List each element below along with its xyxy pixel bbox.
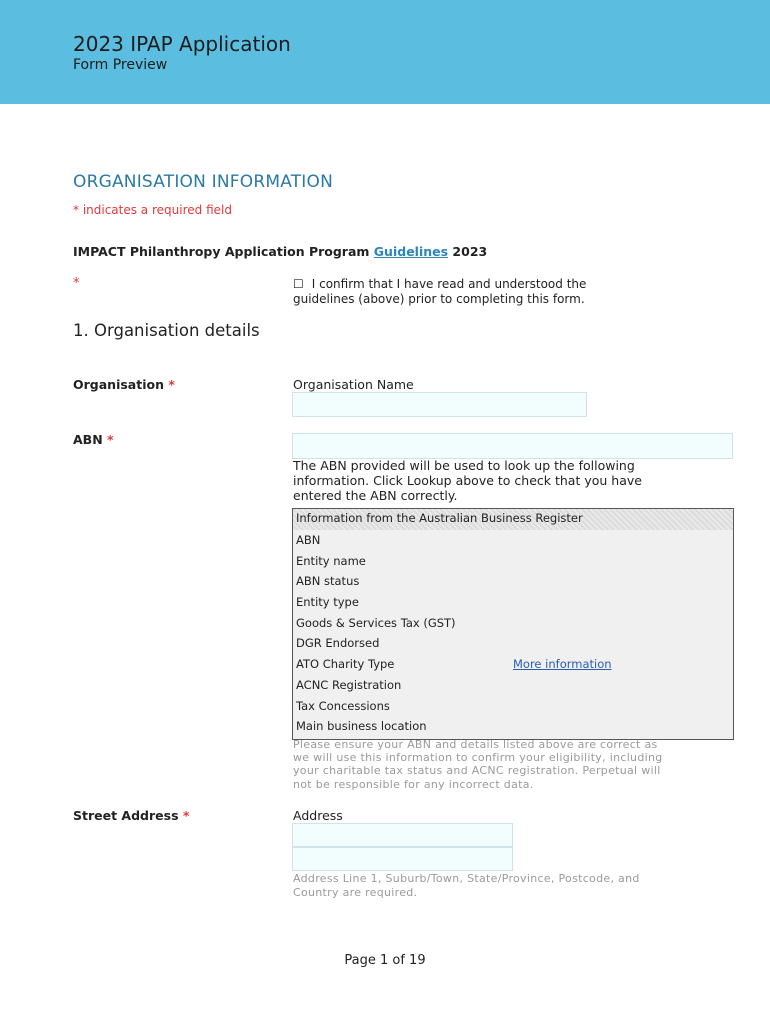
organisation-label	[73, 377, 175, 392]
confirm-label: I confirm that I have read and understood the guidelines (above) prior to completing this form.	[293, 277, 587, 306]
guidelines-confirm-checkbox[interactable]	[293, 277, 623, 307]
abn-label-text: ABN	[73, 432, 103, 447]
abr-row-entity-type: Entity type	[296, 595, 359, 610]
organisation-label-text: Organisation	[73, 377, 164, 392]
more-information-link[interactable]: More information	[513, 657, 612, 672]
form-header	[0, 0, 770, 104]
required-field-note: * indicates a required field	[73, 203, 232, 217]
form-subtitle: Form Preview	[73, 57, 168, 73]
guidelines-link[interactable]: Guidelines	[373, 244, 449, 259]
subsection-title: 1. Organisation details	[73, 321, 260, 340]
street-address-label-text: Street Address	[73, 808, 179, 823]
abr-row-abn-status: ABN status	[296, 574, 360, 589]
section-title: ORGANISATION INFORMATION	[73, 172, 334, 192]
address-caption: Address	[293, 808, 343, 823]
abr-row-gst: Goods & Services Tax (GST)	[296, 615, 456, 630]
abn-help-text: The ABN provided will be used to look up the following information. Click Lookup above to check that you have entered the ABN correctly.	[293, 458, 642, 503]
abr-row-entity-name: Entity name	[296, 553, 366, 568]
program-heading	[73, 244, 487, 259]
address-requirements-note: Address Line 1, Suburb/Town, State/Province, Postcode, and Country are required.	[293, 872, 640, 899]
abr-panel-header: Information from the Australian Business Register	[293, 509, 733, 530]
organisation-name-caption: Organisation Name	[293, 377, 414, 392]
abn-input[interactable]	[292, 433, 733, 459]
street-address-label	[73, 808, 189, 823]
program-heading-prefix: IMPACT Philanthropy Application Program	[73, 244, 370, 259]
abn-label	[73, 432, 114, 447]
abr-row-dgr-endorsed: DGR Endorsed	[296, 636, 380, 651]
abr-row-label: ATO Charity Type	[296, 657, 395, 672]
form-title: 2023 IPAP Application	[73, 32, 291, 56]
organisation-name-input[interactable]	[292, 392, 587, 417]
checkbox-icon[interactable]: ☐	[293, 277, 304, 291]
required-asterisk: *	[182, 808, 190, 823]
required-asterisk: *	[168, 377, 175, 392]
page-number: Page 1 of 19	[344, 953, 426, 968]
abr-row-main-business-location: Main business location	[296, 719, 427, 734]
abr-row-acnc-registration: ACNC Registration	[296, 677, 402, 692]
abr-row-abn: ABN	[296, 533, 321, 547]
address-line2-input[interactable]	[292, 847, 513, 871]
abr-row-ato-charity-type	[293, 654, 733, 675]
program-heading-suffix: 2023	[452, 244, 488, 259]
abn-disclaimer-note: Please ensure your ABN and details listed above are correct as we will use this information to confirm your eligibility, including your charitable tax status and ACNC registration. Perpetual will not be responsible for any incorrect data.	[293, 738, 663, 791]
abr-row-tax-concessions: Tax Concessions	[296, 698, 390, 713]
abr-info-panel	[292, 508, 734, 740]
address-line1-input[interactable]	[292, 823, 513, 847]
required-asterisk: *	[73, 276, 80, 291]
required-asterisk: *	[107, 432, 114, 447]
